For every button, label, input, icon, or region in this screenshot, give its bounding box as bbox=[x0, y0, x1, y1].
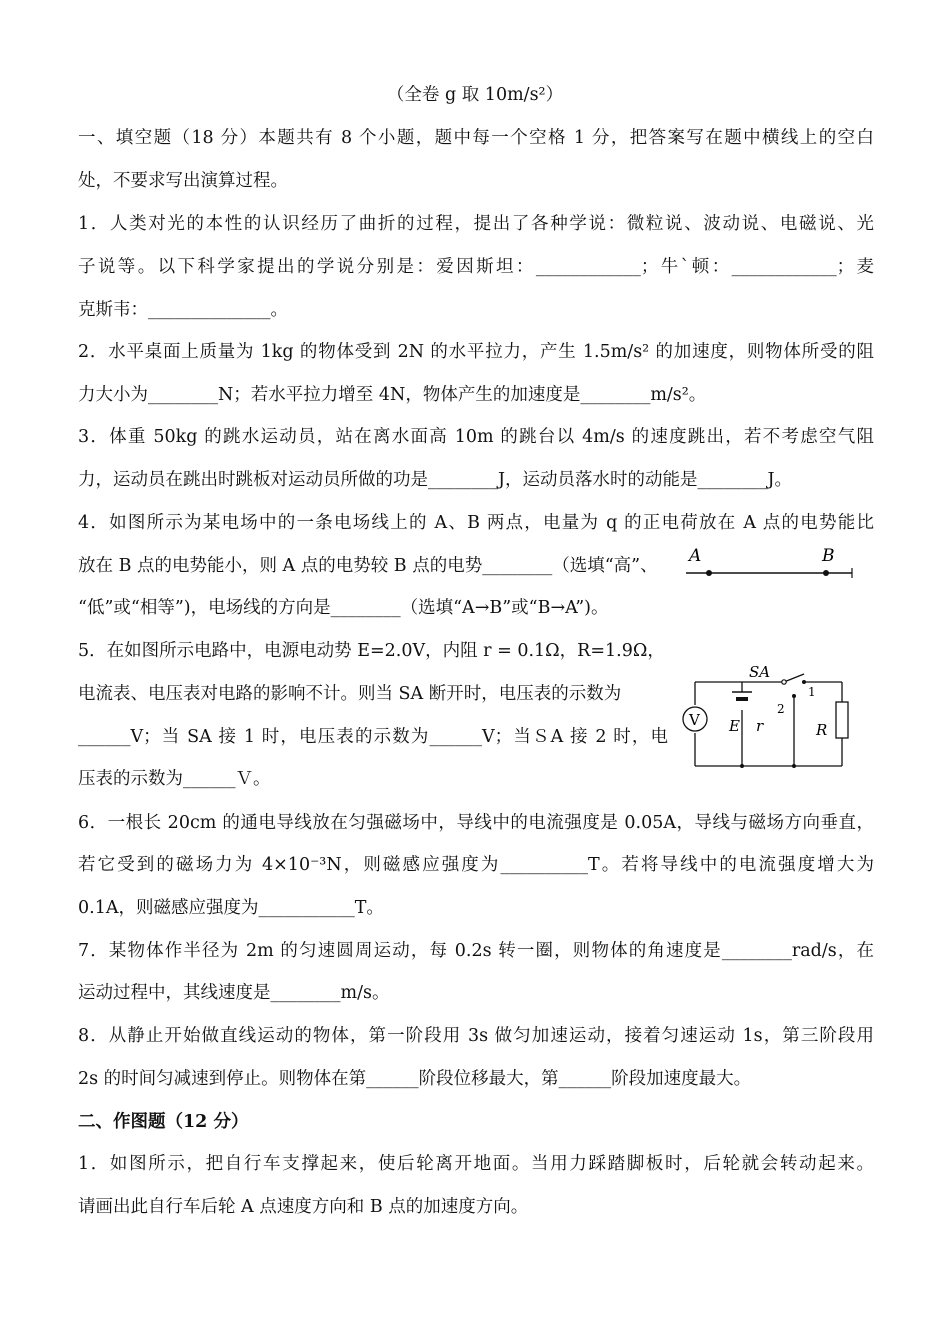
q2-line: 力大小为________N；若水平拉力增至 4N，物体产生的加速度是________m/s²。 bbox=[78, 385, 707, 405]
q7-line: 7．某物体作半径为 2m 的匀速圆周运动，每 0.2s 转一圈，则物体的角速度是________rad/s，在 bbox=[78, 941, 874, 961]
voltmeter-label: V bbox=[689, 711, 700, 729]
q1-line: 克斯韦：______________。 bbox=[78, 300, 288, 320]
q5-line: 电流表、电压表对电路的影响不计。则当 SA 断开时，电压表的示数为 bbox=[78, 684, 622, 704]
resistor-box bbox=[836, 702, 848, 738]
section1-title-line: 一、填空题（18 分）本题共有 8 个小题，题中每一个空格 1 分，把答案写在题中横线上的空白 bbox=[78, 128, 874, 148]
q1-line: 子说等。以下科学家提出的学说分别是：爱因斯坦：____________；牛`顿：____________；麦 bbox=[78, 257, 874, 277]
q6-line: 若它受到的磁场力为 4×10⁻³N，则磁感应强度为__________T。若将导线中的电流强度增大为 bbox=[78, 855, 874, 875]
q3-line: 3．体重 50kg 的跳水运动员，站在离水面高 10m 的跳台以 4m/s 的速度跳出，若不考虑空气阻 bbox=[78, 427, 874, 447]
q4-line: 4．如图所示为某电场中的一条电场线上的 A、B 两点，电量为 q 的正电荷放在 A 点的电势能比 bbox=[78, 513, 874, 533]
junction-dot bbox=[792, 764, 796, 768]
q5-line: ______V；当 SA 接 1 时，电压表的示数为______V；当ＳA 接 2 时，电 bbox=[78, 727, 668, 747]
circuit-diagram bbox=[676, 660, 866, 776]
contact-2-dot bbox=[792, 694, 796, 698]
contact-1-dot bbox=[802, 680, 806, 684]
section1-title-line: 处，不要求写出演算过程。 bbox=[78, 171, 288, 191]
section2-q1-line: 1．如图所示，把自行车支撑起来，使后轮离开地面。当用力踩踏脚板时，后轮就会转动起来。 bbox=[78, 1154, 874, 1174]
field-line-figure bbox=[680, 546, 860, 582]
q1-line: 1．人类对光的本性的认识经历了曲折的过程，提出了各种学说：微粒说、波动说、电磁说、光 bbox=[78, 214, 874, 234]
q7-line: 运动过程中，其线速度是________m/s。 bbox=[78, 983, 390, 1003]
section2-title: 二、作图题（12 分） bbox=[78, 1112, 249, 1132]
q6-line: 0.1A，则磁感应强度为___________T。 bbox=[78, 898, 384, 918]
switch-pivot bbox=[782, 680, 786, 684]
q5-line: 压表的示数为______Ｖ。 bbox=[78, 769, 271, 789]
q8-line: 2s 的时间匀减速到停止。则物体在第______阶段位移最大，第______阶段加速度最大。 bbox=[78, 1069, 752, 1089]
q3-line: 力，运动员在跳出时跳板对运动员所做的功是________J，运动员落水时的动能是________J。 bbox=[78, 470, 793, 490]
point-a-label: A bbox=[689, 546, 702, 566]
exam-header: （全卷 g 取 10m/s²） bbox=[386, 85, 564, 105]
junction-dot bbox=[740, 764, 744, 768]
switch-label: SA bbox=[749, 663, 771, 681]
point-b-label: B bbox=[822, 546, 835, 566]
contact-2-label: 2 bbox=[777, 702, 785, 716]
q4-line: 放在 B 点的电势能小，则 A 点的电势较 B 点的电势________（选填“高”、 bbox=[78, 556, 658, 576]
section2-q1-line: 请画出此自行车后轮 A 点速度方向和 B 点的加速度方向。 bbox=[78, 1197, 529, 1217]
point-a-dot bbox=[706, 570, 712, 576]
point-b-dot bbox=[823, 570, 829, 576]
q5-line: 5．在如图所示电路中，电源电动势 E=2.0V，内阻 r = 0.1Ω，R=1.9Ω， bbox=[78, 641, 665, 661]
q8-line: 8．从静止开始做直线运动的物体，第一阶段用 3s 做匀加速运动，接着匀速运动 1s，第三阶段用 bbox=[78, 1026, 874, 1046]
resistor-label: R bbox=[816, 721, 828, 739]
q2-line: 2．水平桌面上质量为 1kg 的物体受到 2N 的水平拉力，产生 1.5m/s² 的加速度，则物体所受的阻 bbox=[78, 342, 874, 362]
internal-resistance-label: r bbox=[756, 717, 764, 735]
contact-1-label: 1 bbox=[808, 685, 816, 699]
emf-label: E bbox=[729, 717, 740, 735]
q6-line: 6．一根长 20cm 的通电导线放在匀强磁场中，导线中的电流强度是 0.05A，导线与磁场方向垂直， bbox=[78, 813, 874, 833]
q4-line: “低”或“相等”)，电场线的方向是________（选填“A→B”或“B→A”)。 bbox=[78, 598, 609, 618]
switch-arm bbox=[784, 674, 804, 682]
